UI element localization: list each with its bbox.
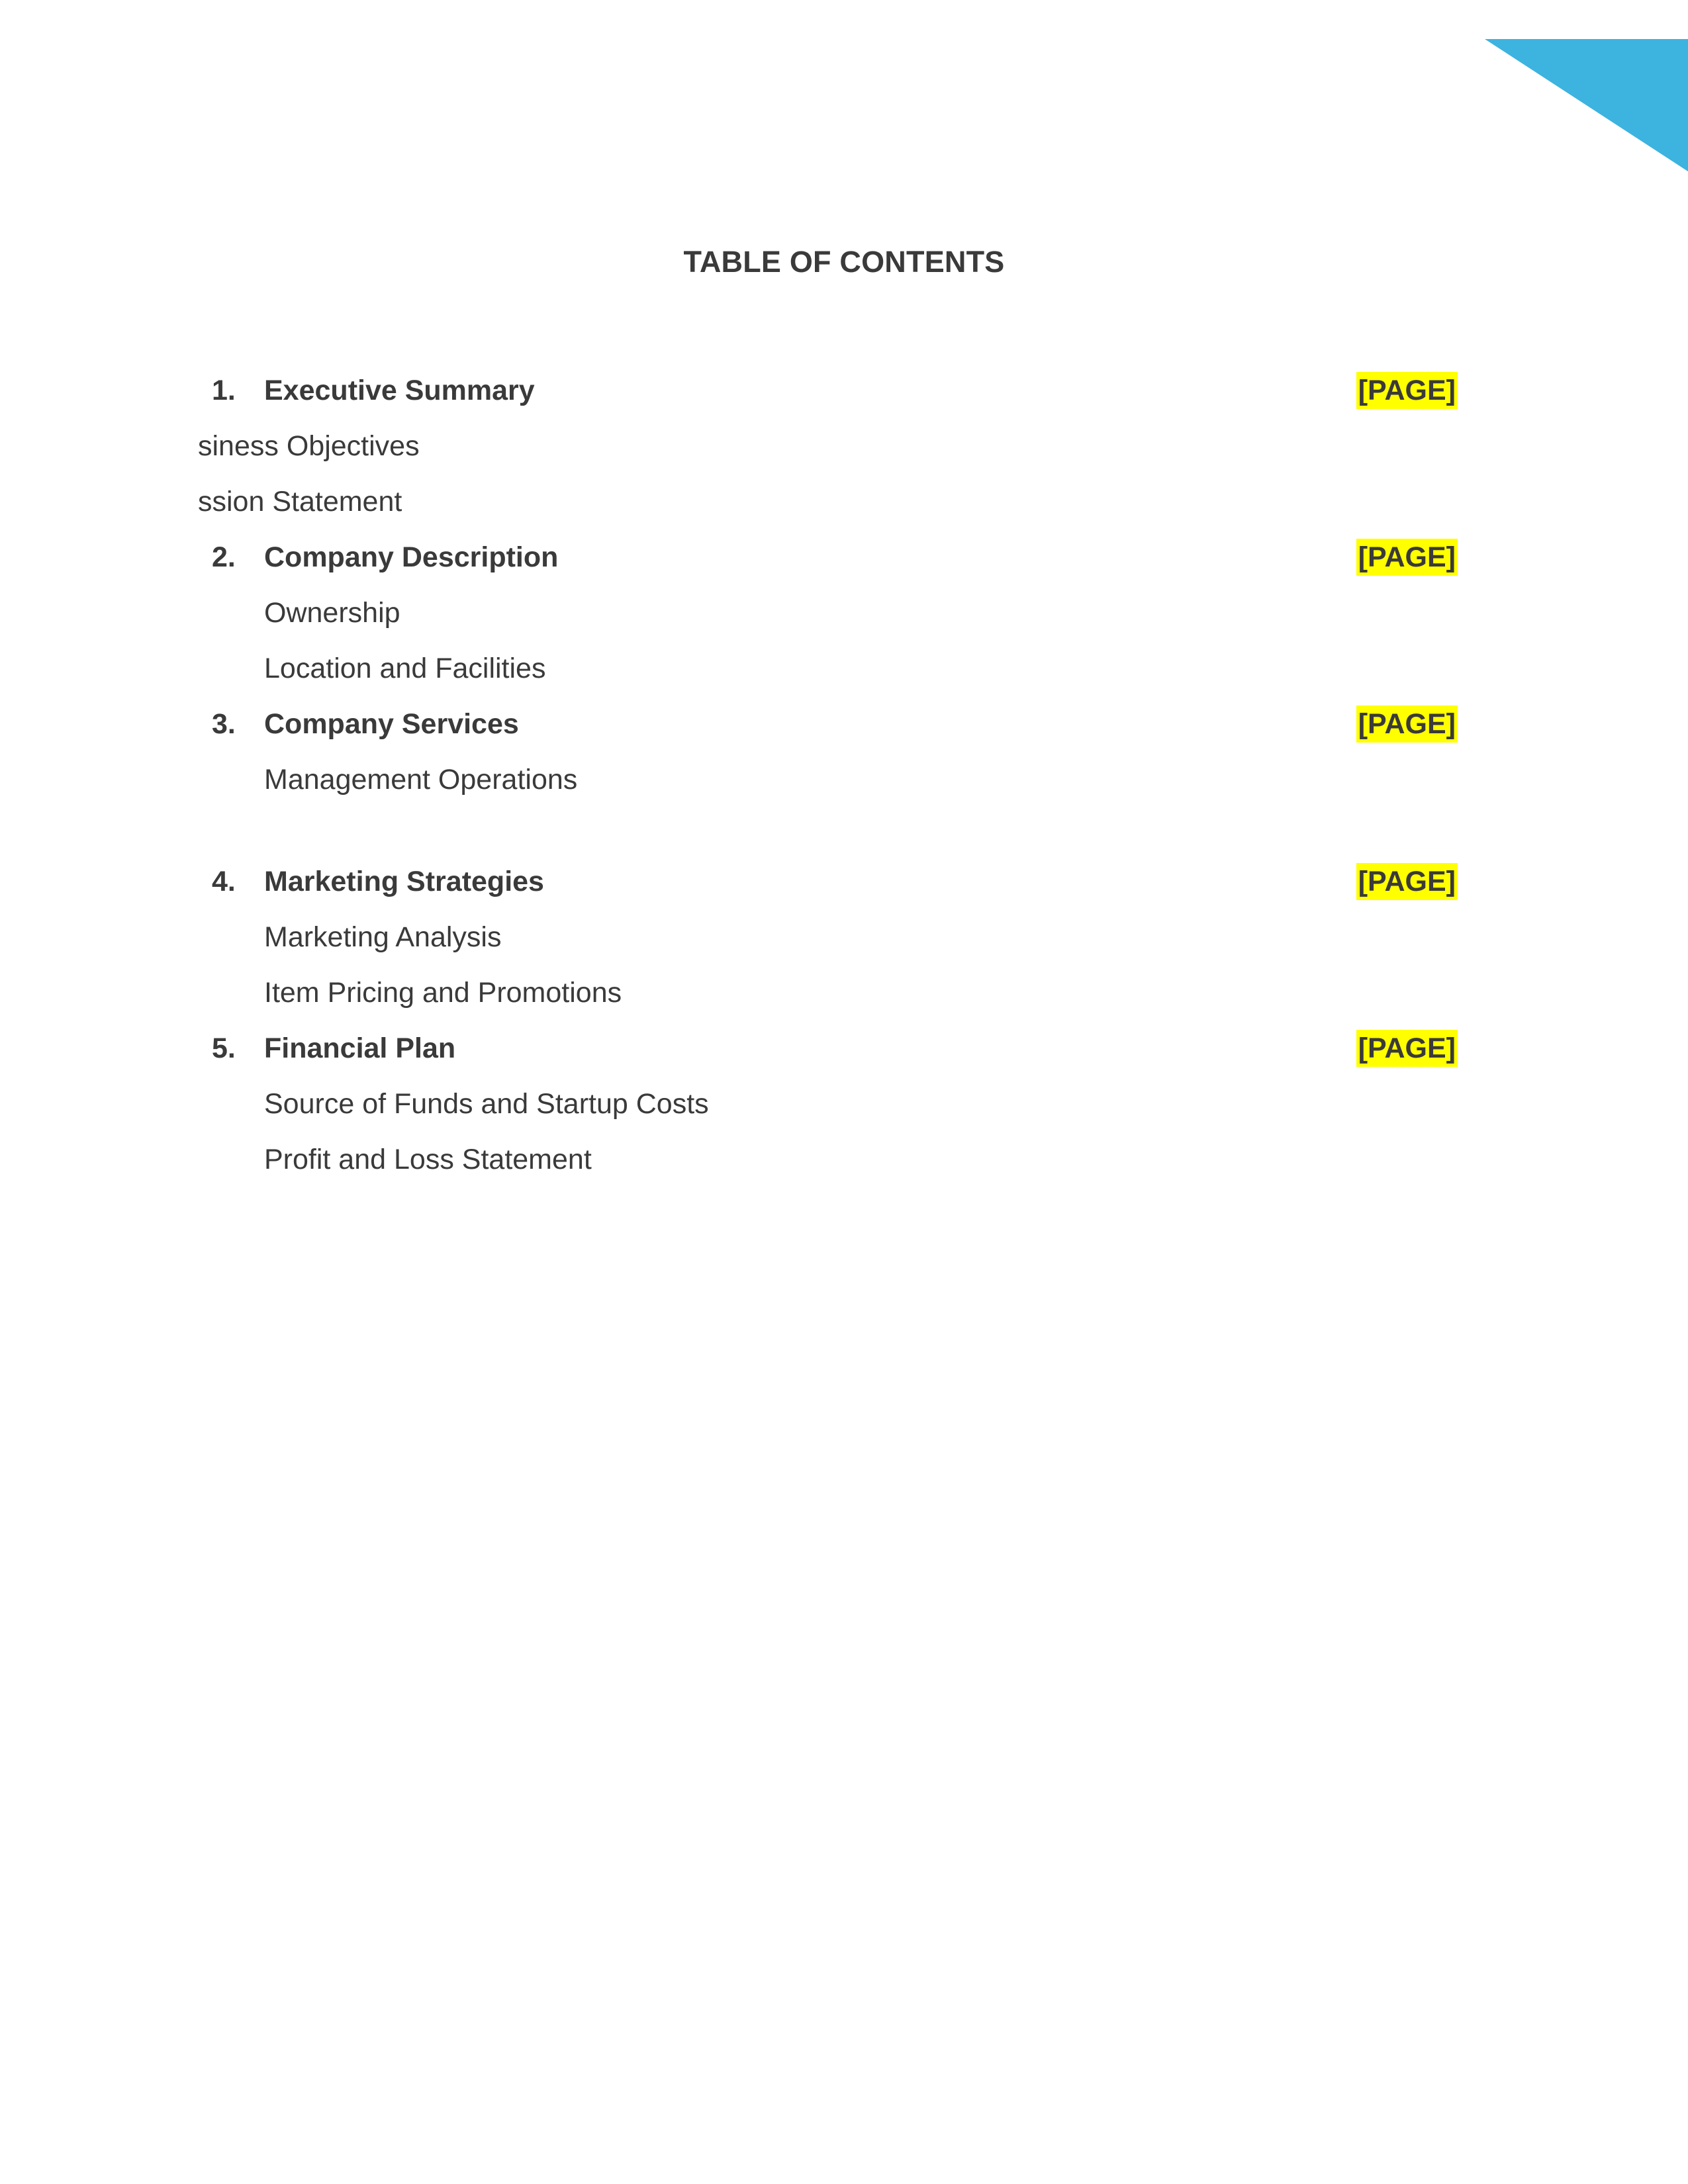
page-reference-placeholder: [PAGE] bbox=[1356, 863, 1458, 900]
toc-entry-executive-summary[interactable] bbox=[0, 363, 1688, 418]
section-number: 5. bbox=[212, 1032, 236, 1064]
subsection-title: Location and Facilities bbox=[264, 653, 546, 684]
toc-entry-marketing-strategies[interactable] bbox=[0, 854, 1688, 909]
toc-subentry[interactable] bbox=[0, 585, 1688, 641]
toc-subentry[interactable] bbox=[0, 965, 1688, 1021]
subsection-title: siness Objectives bbox=[198, 430, 420, 462]
page-reference-placeholder: [PAGE] bbox=[1356, 539, 1458, 576]
subsection-title: Source of Funds and Startup Costs bbox=[264, 1088, 709, 1120]
subsection-title: Management Operations bbox=[264, 764, 578, 796]
toc-entry-company-description[interactable] bbox=[0, 529, 1688, 585]
section-number: 2. bbox=[212, 541, 236, 573]
subsection-title: Profit and Loss Statement bbox=[264, 1144, 592, 1175]
toc-subentry[interactable] bbox=[0, 909, 1688, 965]
page-title: TABLE OF CONTENTS bbox=[683, 245, 1005, 279]
toc-subentry[interactable] bbox=[0, 641, 1688, 696]
page-reference-placeholder: [PAGE] bbox=[1356, 372, 1458, 409]
section-title: Marketing Strategies bbox=[264, 866, 544, 897]
toc-entry-financial-plan[interactable] bbox=[0, 1021, 1688, 1076]
toc-subentry[interactable] bbox=[0, 418, 1688, 474]
section-title: Company Description bbox=[264, 541, 559, 573]
section-number: 1. bbox=[212, 375, 236, 406]
toc-subentry[interactable] bbox=[0, 1076, 1688, 1132]
toc-subentry[interactable] bbox=[0, 752, 1688, 807]
toc-subentry[interactable] bbox=[0, 1132, 1688, 1187]
section-number: 4. bbox=[212, 866, 236, 897]
section-number: 3. bbox=[212, 708, 236, 740]
section-title: Executive Summary bbox=[264, 375, 535, 406]
toc-subentry[interactable] bbox=[0, 474, 1688, 529]
page-reference-placeholder: [PAGE] bbox=[1356, 705, 1458, 743]
subsection-title: Ownership bbox=[264, 597, 400, 629]
toc-entry-company-services[interactable] bbox=[0, 696, 1688, 752]
subsection-title: Item Pricing and Promotions bbox=[264, 977, 622, 1009]
section-title: Company Services bbox=[264, 708, 519, 740]
page-reference-placeholder: [PAGE] bbox=[1356, 1030, 1458, 1067]
subsection-title: ssion Statement bbox=[198, 486, 402, 518]
section-title: Financial Plan bbox=[264, 1032, 456, 1064]
subsection-title: Marketing Analysis bbox=[264, 921, 502, 953]
